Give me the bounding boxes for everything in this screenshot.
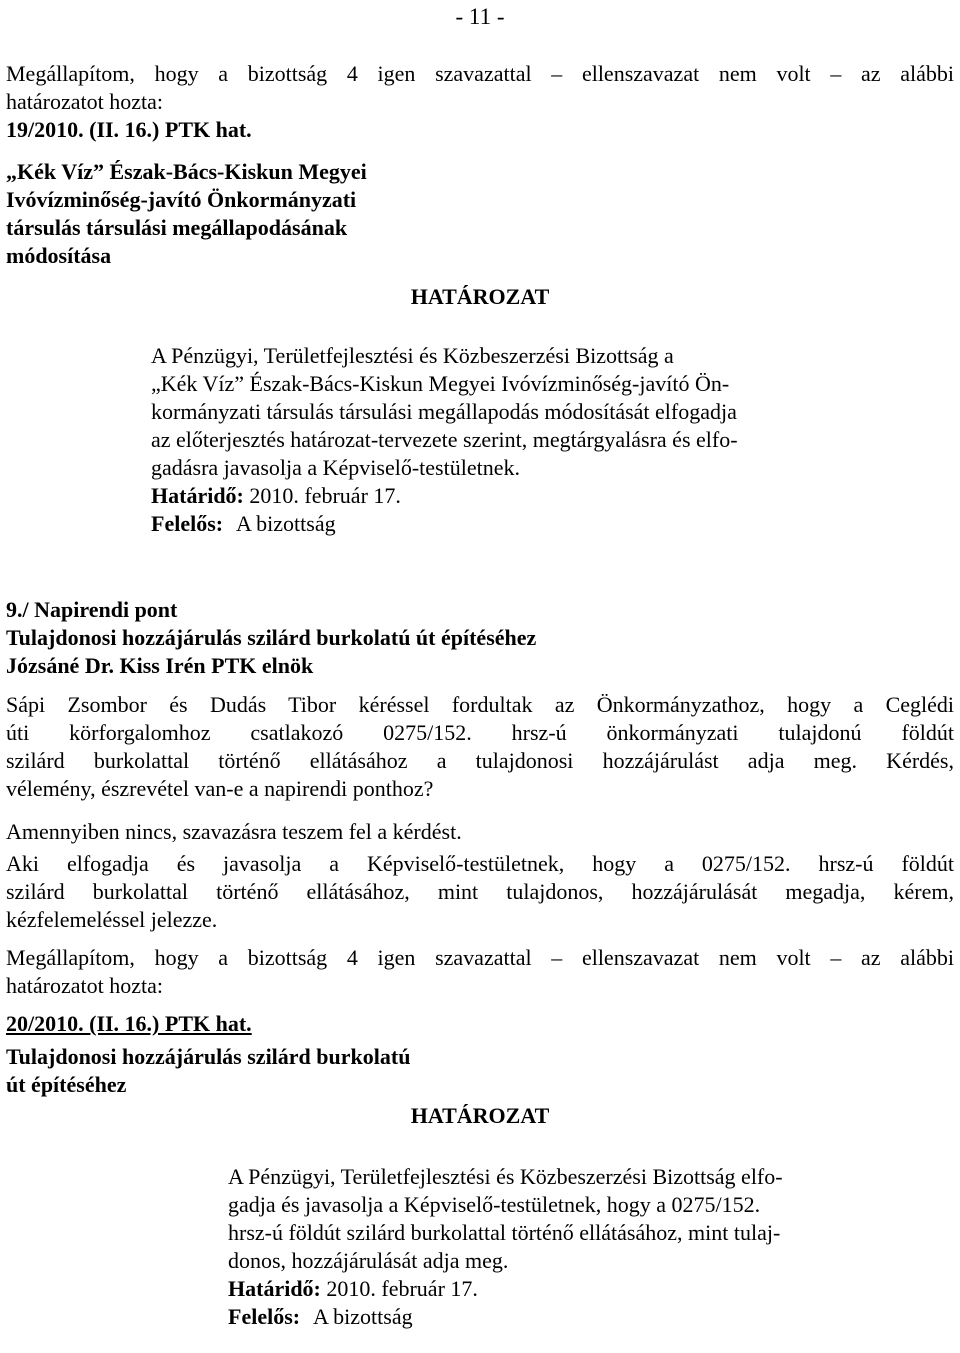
- responsible-line: [151, 510, 941, 538]
- body-line: az előterjesztés határozat-tervezete szerint, megtárgyalásra és elfo-: [151, 427, 738, 452]
- responsible-value: A bizottság: [236, 511, 336, 536]
- vote-statement-line: Megállapítom, hogy a bizottság 4 igen szavazattal – ellenszavazat nem volt – az alábbi: [6, 945, 954, 970]
- resolution-2-body: [228, 1163, 942, 1331]
- subject-line: Ivóvízminőség-javító Önkormányzati: [6, 187, 357, 212]
- resolution-2-heading: HATÁROZAT: [410, 1103, 550, 1128]
- vote-statement-1: [6, 60, 954, 116]
- resolution-2-subject: [6, 1043, 954, 1099]
- agenda-label: Napirendi pont: [34, 597, 178, 622]
- resolution-1-number: 19/2010. (II. 16.) PTK hat.: [6, 117, 252, 142]
- paragraph-line: Sápi Zsombor és Dudás Tibor kéréssel fordultak az Önkormányzathoz, hogy a Ceglédi: [6, 692, 954, 717]
- body-line: A Pénzügyi, Területfejlesztési és Közbeszerzési Bizottság elfo-: [228, 1164, 783, 1189]
- vote-statement-2: [6, 944, 954, 1000]
- deadline-value: 2010. február 17.: [249, 483, 401, 508]
- vote-statement-line: határozatot hozta:: [6, 89, 163, 114]
- agenda-number: 9./: [6, 597, 29, 622]
- subject-line: út építéséhez: [6, 1072, 127, 1097]
- paragraph-line: kézfelemeléssel jelezze.: [6, 907, 218, 932]
- deadline-label: Határidő:: [228, 1276, 321, 1301]
- deadline-line: [228, 1275, 942, 1303]
- vote-statement-line: Megállapítom, hogy a bizottság 4 igen szavazattal – ellenszavazat nem volt – az alábbi: [6, 61, 954, 86]
- responsible-value: A bizottság: [313, 1304, 413, 1329]
- resolution-1-subject: [6, 158, 954, 270]
- body-line: donos, hozzájárulását adja meg.: [228, 1248, 509, 1273]
- deadline-value: 2010. február 17.: [326, 1276, 478, 1301]
- paragraph-line: szilárd burkolattal történő ellátásához a tulajdonosi hozzájárulást adja meg. Kérdés,: [6, 748, 954, 773]
- body-line: gadásra javasolja a Képviselő-testületnek.: [151, 455, 520, 480]
- resolution-2-number: [6, 1010, 954, 1038]
- resolution-number: 20/2010. (II. 16.) PTK hat.: [6, 1011, 252, 1036]
- speaker-name: Kiss Irén PTK elnök: [119, 653, 314, 678]
- resolution-1-body: [151, 342, 941, 538]
- body-line: kormányzati társulás társulási megállapodás módosítását elfogadja: [151, 399, 737, 424]
- paragraph-line: szilárd burkolattal történő ellátásához, mint tulajdonos, hozzájárulását megadja, kérem,: [6, 879, 954, 904]
- subject-line: társulás társulási megállapodásának: [6, 215, 348, 240]
- vote-statement-line: határozatot hozta:: [6, 973, 163, 998]
- paragraph-line: úti körforgalomhoz csatlakozó 0275/152. hrsz-ú önkormányzati tulajdonú földút: [6, 720, 954, 745]
- subject-line: „Kék Víz” Észak-Bács-Kiskun Megyei: [6, 159, 367, 184]
- deadline-line: [151, 482, 941, 510]
- subject-line: módosítása: [6, 243, 112, 268]
- deadline-label: Határidő:: [151, 483, 244, 508]
- page-number: - 11 -: [455, 4, 505, 29]
- agenda-paragraph-2: Amennyiben nincs, szavazásra teszem fel a kérdést.: [6, 819, 462, 844]
- paragraph-line: vélemény, észrevétel van-e a napirendi ponthoz?: [6, 776, 434, 801]
- responsible-line: [228, 1303, 942, 1331]
- subject-line: Tulajdonosi hozzájárulás szilárd burkolatú: [6, 1044, 411, 1069]
- body-line: gadja és javasolja a Képviselő-testületnek, hogy a 0275/152.: [228, 1192, 761, 1217]
- agenda-paragraph-3: [6, 850, 954, 934]
- agenda-speaker: [6, 652, 954, 680]
- speaker-prefix: Józsáné Dr.: [6, 653, 114, 678]
- responsible-label: Felelős:: [151, 511, 224, 536]
- paragraph-line: Aki elfogadja és javasolja a Képviselő-testületnek, hogy a 0275/152. hrsz-ú földút: [6, 851, 954, 876]
- body-line: A Pénzügyi, Területfejlesztési és Közbeszerzési Bizottság a: [151, 343, 674, 368]
- body-line: „Kék Víz” Észak-Bács-Kiskun Megyei Ivóvízminőség-javító Ön-: [151, 371, 730, 396]
- agenda-paragraph-1: [6, 691, 954, 803]
- agenda-item-heading: [6, 596, 954, 680]
- agenda-number-line: [6, 596, 954, 624]
- document-page: [6, 0, 954, 1353]
- agenda-title: Tulajdonosi hozzájárulás szilárd burkolatú út építéséhez: [6, 625, 537, 650]
- responsible-label: Felelős:: [228, 1304, 301, 1329]
- resolution-1-heading: HATÁROZAT: [410, 284, 550, 309]
- body-line: hrsz-ú földút szilárd burkolattal történő ellátásához, mint tulaj-: [228, 1220, 781, 1245]
